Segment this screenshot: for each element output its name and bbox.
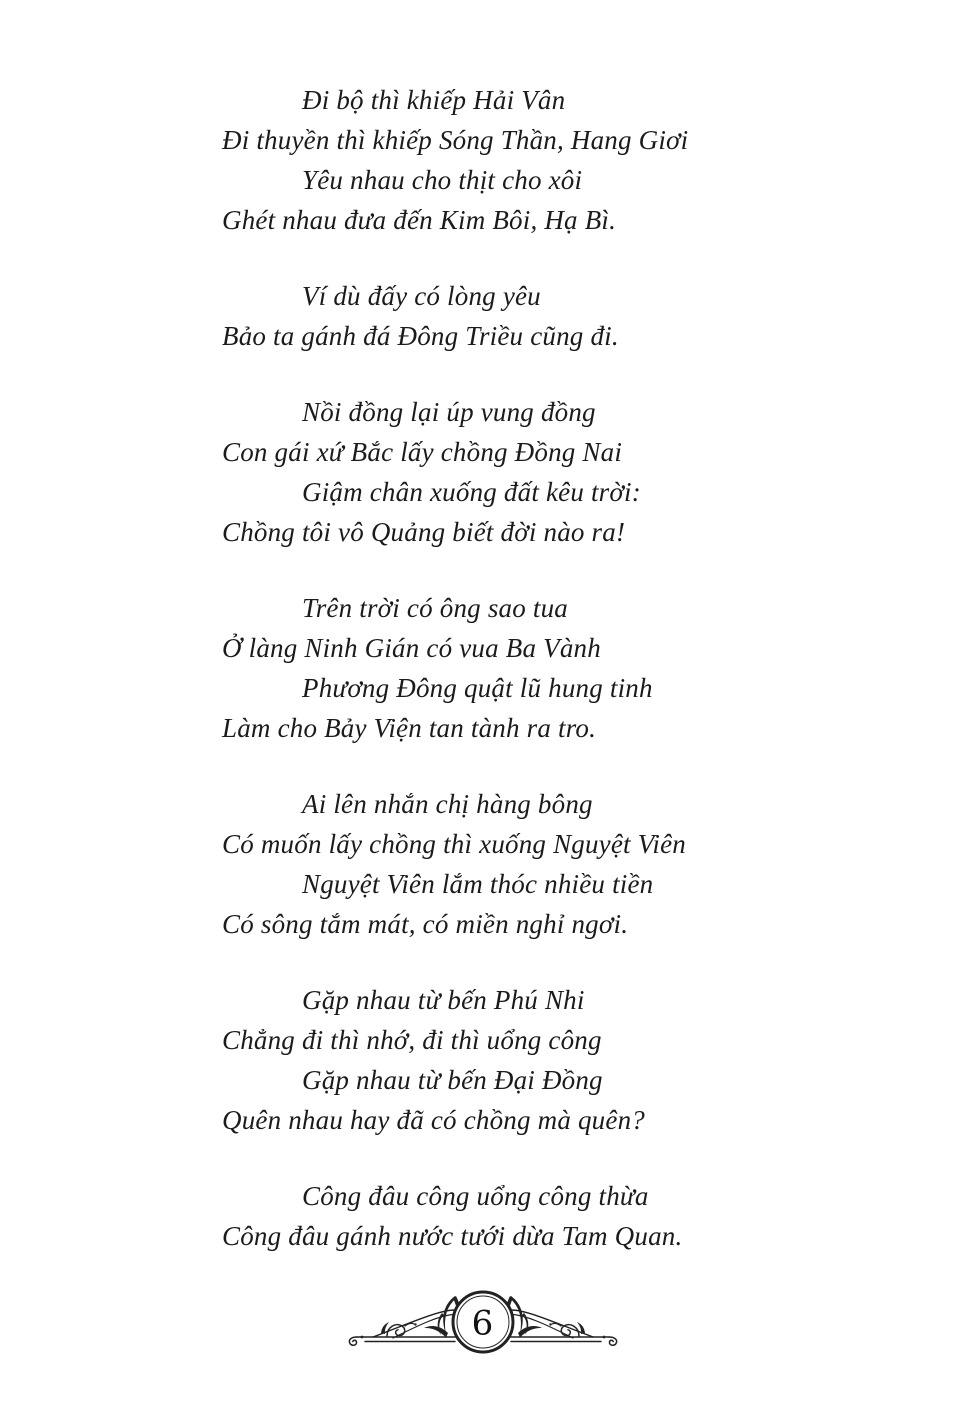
stanza xyxy=(222,276,935,356)
poem-line: Gặp nhau từ bến Đại Đồng xyxy=(302,1065,603,1095)
poem-line: Bảo ta gánh đá Đông Triều cũng đi. xyxy=(222,321,619,351)
poem-line: Đi thuyền thì khiếp Sóng Thần, Hang Giơi xyxy=(222,125,689,155)
poem-text-block xyxy=(222,80,935,1292)
poem-line: Ở làng Ninh Gián có vua Ba Vành xyxy=(222,633,601,663)
poem-line: Ví dù đấy có lòng yêu xyxy=(302,281,541,311)
poem-line: Quên nhau hay đã có chồng mà quên? xyxy=(222,1105,645,1135)
page-number-badge xyxy=(451,1291,514,1354)
stanza xyxy=(222,1176,935,1256)
poem-line: Trên trời có ông sao tua xyxy=(302,593,568,623)
stanza xyxy=(222,80,935,240)
poem-line: Chẳng đi thì nhớ, đi thì uổng công xyxy=(222,1025,602,1055)
poem-line: Làm cho Bảy Viện tan tành ra tro. xyxy=(222,713,597,743)
poem-line: Giậm chân xuống đất kêu trời: xyxy=(302,477,641,507)
poem-line: Yêu nhau cho thịt cho xôi xyxy=(302,165,583,195)
page-footer xyxy=(0,1280,965,1364)
poem-line: Có muốn lấy chồng thì xuống Nguyệt Viên xyxy=(222,829,686,859)
stanza xyxy=(222,588,935,748)
poem-line: Con gái xứ Bắc lấy chồng Đồng Nai xyxy=(222,437,623,467)
poem-line: Công đâu công uổng công thừa xyxy=(302,1181,649,1211)
poem-line: Phương Đông quật lũ hung tinh xyxy=(302,673,653,703)
page-number: 6 xyxy=(471,1303,494,1343)
poem-line: Chồng tôi vô Quảng biết đời nào ra! xyxy=(222,517,626,547)
poem-line: Ai lên nhắn chị hàng bông xyxy=(302,789,593,819)
stanza xyxy=(222,392,935,552)
poem-line: Có sông tắm mát, có miền nghỉ ngơi. xyxy=(222,909,629,939)
poem-line: Ghét nhau đưa đến Kim Bôi, Hạ Bì. xyxy=(222,205,617,235)
stanza xyxy=(222,980,935,1140)
poem-line: Đi bộ thì khiếp Hải Vân xyxy=(302,85,566,115)
poem-line: Nồi đồng lại úp vung đồng xyxy=(302,397,596,427)
poem-line: Công đâu gánh nước tưới dừa Tam Quan. xyxy=(222,1221,683,1251)
poem-line: Nguyệt Viên lắm thóc nhiều tiền xyxy=(302,869,654,899)
stanza xyxy=(222,784,935,944)
poem-line: Gặp nhau từ bến Phú Nhi xyxy=(302,985,585,1015)
